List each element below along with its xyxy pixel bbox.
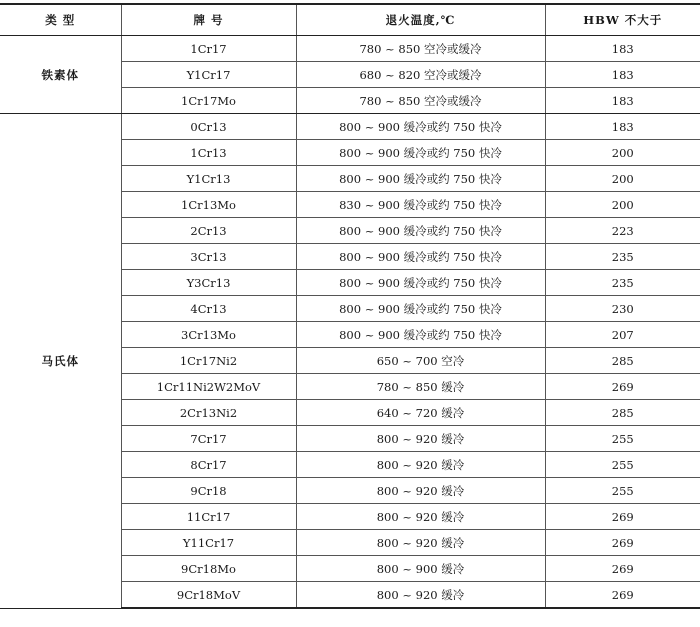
hbw-cell: 285 xyxy=(545,400,700,426)
annealing-cell: 800 ~ 900 缓冷或约 750 快冷 xyxy=(296,166,545,192)
annealing-cell: 800 ~ 900 缓冷或约 750 快冷 xyxy=(296,140,545,166)
grade-cell: 11Cr17 xyxy=(121,504,296,530)
grade-cell: Y1Cr13 xyxy=(121,166,296,192)
hbw-cell: 235 xyxy=(545,270,700,296)
hbw-cell: 269 xyxy=(545,530,700,556)
hbw-cell: 200 xyxy=(545,192,700,218)
hbw-cell: 269 xyxy=(545,556,700,582)
hbw-cell: 200 xyxy=(545,166,700,192)
grade-cell: 0Cr13 xyxy=(121,114,296,140)
header-grade: 牌 号 xyxy=(121,4,296,36)
header-row xyxy=(0,4,700,36)
annealing-cell: 800 ~ 900 缓冷或约 750 快冷 xyxy=(296,296,545,322)
hbw-cell: 183 xyxy=(545,114,700,140)
grade-cell: 9Cr18MoV xyxy=(121,582,296,609)
annealing-cell: 800 ~ 920 缓冷 xyxy=(296,452,545,478)
hbw-cell: 269 xyxy=(545,504,700,530)
header-type: 类 型 xyxy=(0,4,121,36)
annealing-cell: 800 ~ 900 缓冷或约 750 快冷 xyxy=(296,322,545,348)
grade-cell: Y11Cr17 xyxy=(121,530,296,556)
grade-cell: 1Cr11Ni2W2MoV xyxy=(121,374,296,400)
header-annealing-temp: 退火温度,℃ xyxy=(296,4,545,36)
annealing-cell: 780 ~ 850 空冷或缓冷 xyxy=(296,36,545,62)
hbw-cell: 285 xyxy=(545,348,700,374)
grade-cell: 7Cr17 xyxy=(121,426,296,452)
grade-cell: 1Cr17Ni2 xyxy=(121,348,296,374)
grade-cell: 3Cr13 xyxy=(121,244,296,270)
annealing-cell: 800 ~ 920 缓冷 xyxy=(296,530,545,556)
grade-cell: 1Cr13Mo xyxy=(121,192,296,218)
header-hbw: HBW 不大于 xyxy=(545,4,700,36)
annealing-cell: 780 ~ 850 空冷或缓冷 xyxy=(296,88,545,114)
hbw-cell: 230 xyxy=(545,296,700,322)
annealing-cell: 800 ~ 900 缓冷或约 750 快冷 xyxy=(296,218,545,244)
annealing-cell: 800 ~ 900 缓冷或约 750 快冷 xyxy=(296,114,545,140)
grade-cell: 8Cr17 xyxy=(121,452,296,478)
grade-cell: 1Cr17Mo xyxy=(121,88,296,114)
grade-cell: 9Cr18 xyxy=(121,478,296,504)
hbw-cell: 255 xyxy=(545,426,700,452)
annealing-cell: 800 ~ 920 缓冷 xyxy=(296,426,545,452)
annealing-cell: 830 ~ 900 缓冷或约 750 快冷 xyxy=(296,192,545,218)
hbw-cell: 200 xyxy=(545,140,700,166)
annealing-cell: 800 ~ 920 缓冷 xyxy=(296,504,545,530)
grade-cell: 9Cr18Mo xyxy=(121,556,296,582)
grade-cell: 3Cr13Mo xyxy=(121,322,296,348)
grade-cell: Y3Cr13 xyxy=(121,270,296,296)
table-row xyxy=(0,36,700,62)
annealing-cell: 800 ~ 920 缓冷 xyxy=(296,478,545,504)
annealing-cell: 780 ~ 850 缓冷 xyxy=(296,374,545,400)
table-row xyxy=(0,114,700,140)
hbw-cell: 207 xyxy=(545,322,700,348)
grade-cell: 1Cr17 xyxy=(121,36,296,62)
table-header xyxy=(0,4,700,36)
hbw-cell: 183 xyxy=(545,62,700,88)
annealing-cell: 680 ~ 820 空冷或缓冷 xyxy=(296,62,545,88)
annealing-cell: 800 ~ 900 缓冷或约 750 快冷 xyxy=(296,244,545,270)
annealing-cell: 800 ~ 900 缓冷或约 750 快冷 xyxy=(296,270,545,296)
annealing-cell: 640 ~ 720 缓冷 xyxy=(296,400,545,426)
grade-cell: 1Cr13 xyxy=(121,140,296,166)
annealing-cell: 800 ~ 920 缓冷 xyxy=(296,582,545,609)
annealing-table xyxy=(0,3,700,609)
hbw-cell: 183 xyxy=(545,36,700,62)
table-body xyxy=(0,36,700,609)
hbw-cell: 183 xyxy=(545,88,700,114)
grade-cell: 2Cr13 xyxy=(121,218,296,244)
hbw-cell: 223 xyxy=(545,218,700,244)
annealing-cell: 800 ~ 900 缓冷 xyxy=(296,556,545,582)
annealing-cell: 650 ~ 700 空冷 xyxy=(296,348,545,374)
type-cell: 铁素体 xyxy=(0,36,121,114)
type-cell: 马氏体 xyxy=(0,114,121,609)
hbw-cell: 269 xyxy=(545,582,700,609)
hbw-cell: 255 xyxy=(545,452,700,478)
grade-cell: 4Cr13 xyxy=(121,296,296,322)
hbw-cell: 235 xyxy=(545,244,700,270)
hbw-cell: 255 xyxy=(545,478,700,504)
grade-cell: 2Cr13Ni2 xyxy=(121,400,296,426)
grade-cell: Y1Cr17 xyxy=(121,62,296,88)
hbw-cell: 269 xyxy=(545,374,700,400)
